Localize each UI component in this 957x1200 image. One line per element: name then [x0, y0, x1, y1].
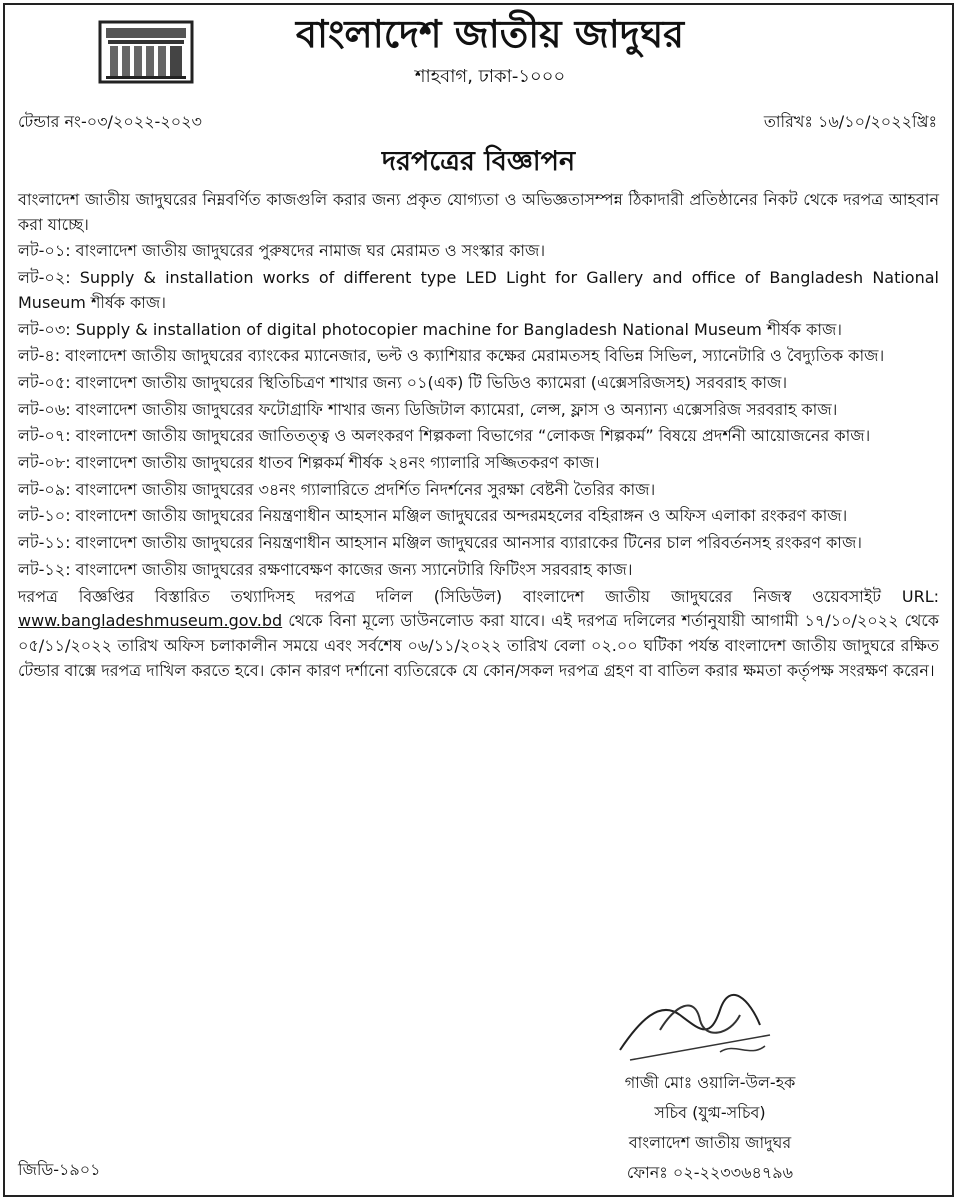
lot-item: লট-১২: বাংলাদেশ জাতীয় জাদুঘরের রক্ষণাবেক্ষণ কাজের জন্য স্যানেটারি ফিটিংস সরবরাহ কাজ। [18, 559, 633, 579]
signatory-name: গাজী মোঃ ওয়ালি-উল-হক [624, 1073, 796, 1092]
lot-item: লট-০৫: বাংলাদেশ জাতীয় জাদুঘরের স্থিতিচিত্রণ শাখার জন্য ০১(এক) টি ভিডিও ক্যামেরা (এক্সেসরিজসহ) সরবরাহ কাজ। [18, 372, 788, 392]
signatory-phone: ফোনঃ ০২-২২৩৩৬৪৭৯৬ [626, 1163, 794, 1182]
closing-text-start: দরপত্র বিজ্ঞপ্তির বিস্তারিত তথ্যাদিসহ দরপত্র দলিল (সিডিউল) বাংলাদেশ জাতীয় জাদুঘরের নিজস্ব ওয়েবসাইট URL: [18, 586, 939, 606]
signatory-organization: বাংলাদেশ জাতীয় জাদুঘর [628, 1133, 792, 1152]
lot-item: লট-০১: বাংলাদেশ জাতীয় জাদুঘরের পুরুষদের নামাজ ঘর মেরামত ও সংস্কার কাজ। [18, 241, 546, 261]
address: শাহবাগ, ঢাকা-১০০০ [414, 66, 566, 87]
museum-logo-icon [96, 16, 196, 86]
lot-item: লট-০৩: Supply & installation of digital photocopier machine for Bangladesh National Museum শীর্ষক কাজ। [18, 319, 842, 339]
lot-item: লট-১০: বাংলাদেশ জাতীয় জাদুঘরের নিয়ন্ত্রণাধীন আহসান মঞ্জিল জাদুঘরের অন্দরমহলের বহিরাঙ্গন ও অফিস এলাকা রংকরণ কাজ। [18, 506, 848, 526]
signature-icon [600, 980, 780, 1070]
lot-item: লট-০২: Supply & installation works of different type LED Light for Gallery and office of Bangladesh National Museum শীর্ষক কাজ। [18, 268, 939, 312]
lot-item: লট-০৬: বাংলাদেশ জাতীয় জাদুঘরের ফটোগ্রাফি শাখার জন্য ডিজিটাল ক্যামেরা, লেন্স, ফ্লাস ও অন্যান্য এক্সেসরিজ সরবরাহ কাজ। [18, 399, 838, 419]
lot-item: লট-১১: বাংলাদেশ জাতীয় জাদুঘরের নিয়ন্ত্রণাধীন আহসান মঞ্জিল জাদুঘরের আনসার ব্যারাকের টিনের চাল পরিবর্তনসহ রংকরণ কাজ। [18, 533, 862, 553]
closing-text-end: থেকে বিনা মূল্যে ডাউনলোড করা যাবে। এই দরপত্র দলিলের শর্তানুযায়ী আগামী ১৭/১০/২০২২ থেকে ০৫/১১/২০২২ তারিখ অফিস চলাকালীন সময়ে এবং সর্বশেষ ০৬/১১/২০২২ তারিখ বেলা ০২.০০ ঘটিকা পর্যন্ত বাংলাদেশ জাতীয় জাদুঘরে রক্ষিত টেন্ডার বাক্সে দরপত্র দাখিল করতে হবে। কোন কারণ দর্শানো ব্যতিরেকে যে কোন/সকল দরপত্র গ্রহণ বা বাতিল করার ক্ষমতা কর্তৃপক্ষ সংরক্ষণ করেন। [18, 611, 939, 680]
signatory-block [560, 1068, 860, 1188]
notice-date: তারিখঃ ১৬/১০/২০২২খ্রিঃ [763, 112, 937, 131]
notice-body [18, 188, 939, 685]
closing-paragraph [18, 585, 939, 684]
lot-item: লট-০৯: বাংলাদেশ জাতীয় জাদুঘরের ৩৪নং গ্যালারিতে প্রদর্শিত নিদর্শনের সুরক্ষা বেষ্টনী তৈরির কাজ। [18, 479, 656, 499]
tender-number: টেন্ডার নং-০৩/২০২২-২০২৩ [18, 112, 202, 131]
page-title: বাংলাদেশ জাতীয় জাদুঘর [295, 12, 685, 56]
signatory-designation: সচিব (যুগ্ম-সচিব) [654, 1103, 766, 1122]
intro-paragraph: বাংলাদেশ জাতীয় জাদুঘরের নিম্নবর্ণিত কাজগুলি করার জন্য প্রকৃত যোগ্যতা ও অভিজ্ঞতাসম্পন্ন ঠিকাদারী প্রতিষ্ঠানের নিকট থেকে দরপত্র আহবান করা যাচ্ছে। [18, 190, 939, 234]
gd-number: জিডি-১৯০১ [18, 1160, 101, 1179]
lot-item: লট-৪: বাংলাদেশ জাতীয় জাদুঘরের ব্যাংকের ম্যানেজার, ভল্ট ও ক্যাশিয়ার কক্ষের মেরামতসহ বিভিন্ন সিভিল, স্যানেটারি ও বৈদ্যুতিক কাজ। [18, 346, 885, 366]
lot-item: লট-০৭: বাংলাদেশ জাতীয় জাদুঘরের জাতিতত্ত্ব ও অলংকরণ শিল্পকলা বিভাগের “লোকজ শিল্পকর্ম” বিষয়ে প্রদর্শনী আয়োজনের কাজ। [18, 426, 871, 446]
website-link[interactable]: www.bangladeshmuseum.gov.bd [18, 611, 283, 631]
notice-heading: দরপত্রের বিজ্ঞাপন [381, 146, 576, 177]
lot-item: লট-০৮: বাংলাদেশ জাতীয় জাদুঘরের ধাতব শিল্পকর্ম শীর্ষক ২৪নং গ্যালারি সজ্জিতকরণ কাজ। [18, 453, 600, 473]
